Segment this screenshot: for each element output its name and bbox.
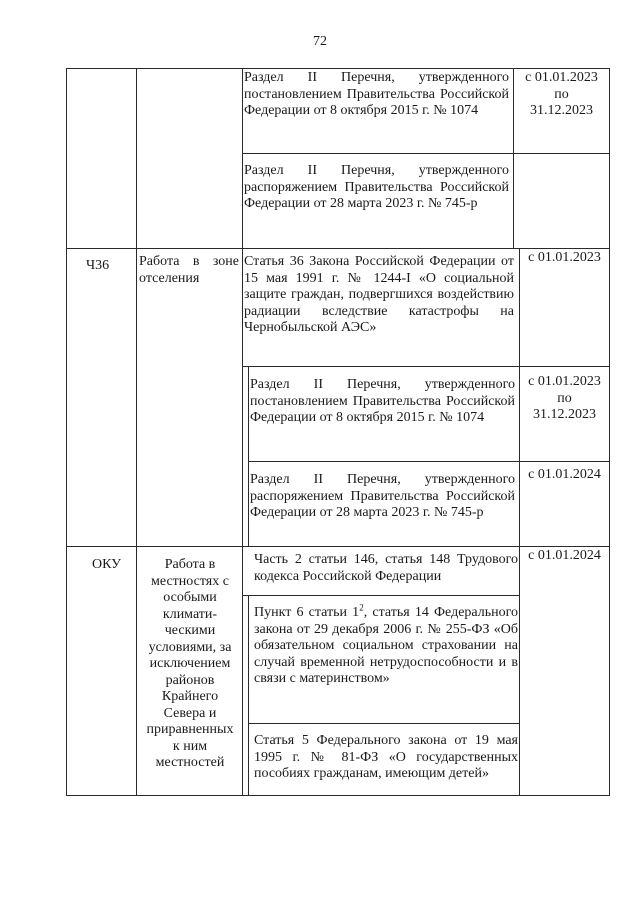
basis-text: Раздел II Перечня, утвержденного постановлением Правительства Российской Федерации от 8 октября 2015 г. № 1074 — [250, 377, 515, 425]
validity-period: с 01.01.2024 — [528, 467, 601, 482]
basis-text: Раздел II Перечня, утвержденного распоряжением Правительства Российской Федерации от 28 марта 2023 г. № 745-р — [244, 163, 509, 211]
condition-code: ОКУ — [92, 557, 122, 572]
superscript: 2 — [359, 602, 364, 613]
condition-name: Работа в зоне отселения — [139, 254, 239, 286]
validity-period: с 01.01.2023 по 31.12.2023 — [525, 70, 598, 118]
validity-period: с 01.01.2024 — [528, 548, 601, 563]
basis-text: Статья 5 Федерального закона от 19 мая 1995 г. № 81-ФЗ «О государственных пособиях гражданам, имеющим детей» — [254, 733, 518, 781]
basis-text: Пункт 6 статьи $1^2$, статья 14 Федерального закона от 29 декабря 2006 г. № 255-ФЗ «Об обязательном социальном страховании на случай временной нетрудоспособности и в связи с материнством» — [254, 602, 518, 686]
basis-text: Часть 2 статьи 146, статья 148 Трудового кодекса Российской Федерации — [254, 552, 518, 584]
validity-period: с 01.01.2023 — [528, 250, 601, 265]
basis-text: Раздел II Перечня, утвержденного постановлением Правительства Российской Федерации от 8 октября 2015 г. № 1074 — [244, 70, 509, 118]
basis-text: Статья 36 Закона Российской Федерации от 15 мая 1991 г. № 1244-I «О социальной защите граждан, подвергшихся воздействию радиации вследствие катастрофы на Чернобыльской АЭС» — [244, 254, 514, 335]
basis-text: Раздел II Перечня, утвержденного распоряжением Правительства Российской Федерации от 28 марта 2023 г. № 745-р — [250, 472, 515, 520]
condition-code: Ч36 — [86, 258, 110, 273]
validity-period: с 01.01.2023 по 31.12.2023 — [528, 374, 601, 422]
page-number: 72 — [313, 34, 327, 49]
condition-name: Работа в местностях с особыми климати- ческими условиями, за исключением районов Крайнего Севера и приравненных к ним местностей — [146, 557, 234, 770]
